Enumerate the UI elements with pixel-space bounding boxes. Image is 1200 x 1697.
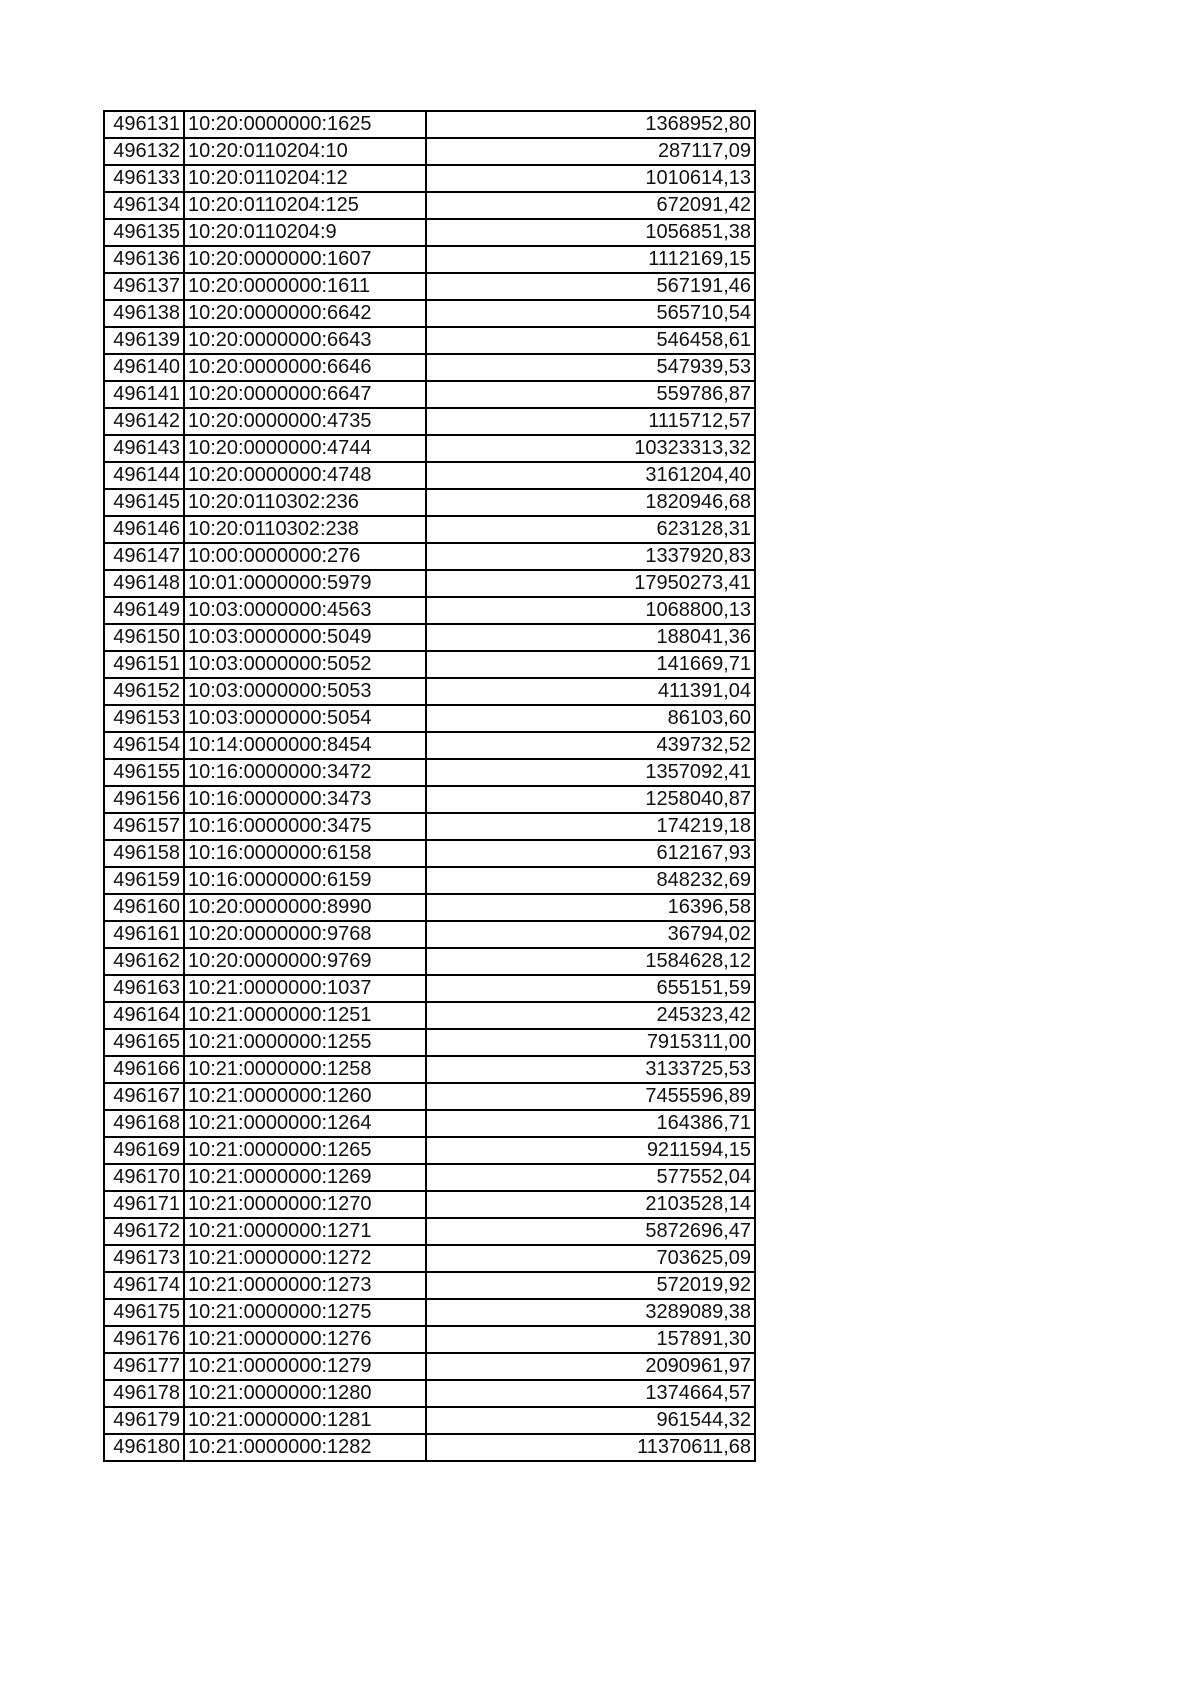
table-row bbox=[104, 192, 755, 219]
value-cell: 3133725,53 bbox=[426, 1056, 755, 1083]
row-id-cell: 496136 bbox=[104, 246, 184, 273]
document-page bbox=[103, 110, 756, 1462]
table-row bbox=[104, 1029, 755, 1056]
cadastral-number-cell: 10:20:0110204:10 bbox=[184, 138, 426, 165]
cadastral-number-cell: 10:20:0000000:1625 bbox=[184, 111, 426, 138]
value-cell: 11370611,68 bbox=[426, 1434, 755, 1461]
cadastral-number-cell: 10:20:0110302:236 bbox=[184, 489, 426, 516]
cadastral-number-cell: 10:20:0110204:12 bbox=[184, 165, 426, 192]
cadastral-number-cell: 10:03:0000000:5054 bbox=[184, 705, 426, 732]
value-cell: 1056851,38 bbox=[426, 219, 755, 246]
value-cell: 1584628,12 bbox=[426, 948, 755, 975]
value-cell: 141669,71 bbox=[426, 651, 755, 678]
table-row bbox=[104, 354, 755, 381]
cadastral-number-cell: 10:21:0000000:1272 bbox=[184, 1245, 426, 1272]
row-id-cell: 496137 bbox=[104, 273, 184, 300]
cadastral-number-cell: 10:20:0110204:125 bbox=[184, 192, 426, 219]
row-id-cell: 496138 bbox=[104, 300, 184, 327]
row-id-cell: 496152 bbox=[104, 678, 184, 705]
table-row bbox=[104, 1407, 755, 1434]
cadastral-number-cell: 10:21:0000000:1281 bbox=[184, 1407, 426, 1434]
cadastral-number-cell: 10:16:0000000:3475 bbox=[184, 813, 426, 840]
row-id-cell: 496161 bbox=[104, 921, 184, 948]
table-row bbox=[104, 300, 755, 327]
value-cell: 623128,31 bbox=[426, 516, 755, 543]
row-id-cell: 496178 bbox=[104, 1380, 184, 1407]
value-cell: 961544,32 bbox=[426, 1407, 755, 1434]
cadastral-number-cell: 10:20:0000000:6642 bbox=[184, 300, 426, 327]
cadastral-number-cell: 10:21:0000000:1265 bbox=[184, 1137, 426, 1164]
value-cell: 1357092,41 bbox=[426, 759, 755, 786]
value-cell: 17950273,41 bbox=[426, 570, 755, 597]
table-row bbox=[104, 489, 755, 516]
row-id-cell: 496134 bbox=[104, 192, 184, 219]
cadastral-number-cell: 10:03:0000000:4563 bbox=[184, 597, 426, 624]
row-id-cell: 496171 bbox=[104, 1191, 184, 1218]
cadastral-number-cell: 10:21:0000000:1037 bbox=[184, 975, 426, 1002]
cadastral-number-cell: 10:01:0000000:5979 bbox=[184, 570, 426, 597]
table-row bbox=[104, 732, 755, 759]
cadastral-number-cell: 10:21:0000000:1264 bbox=[184, 1110, 426, 1137]
value-cell: 2103528,14 bbox=[426, 1191, 755, 1218]
value-cell: 559786,87 bbox=[426, 381, 755, 408]
table-row bbox=[104, 138, 755, 165]
table-row bbox=[104, 624, 755, 651]
cadastral-number-cell: 10:03:0000000:5052 bbox=[184, 651, 426, 678]
value-cell: 3289089,38 bbox=[426, 1299, 755, 1326]
table-row bbox=[104, 381, 755, 408]
row-id-cell: 496146 bbox=[104, 516, 184, 543]
table-row bbox=[104, 867, 755, 894]
table-row bbox=[104, 1326, 755, 1353]
cadastral-number-cell: 10:20:0000000:6646 bbox=[184, 354, 426, 381]
table-row bbox=[104, 1164, 755, 1191]
value-cell: 1115712,57 bbox=[426, 408, 755, 435]
cadastral-number-cell: 10:20:0000000:9769 bbox=[184, 948, 426, 975]
value-cell: 1258040,87 bbox=[426, 786, 755, 813]
row-id-cell: 496172 bbox=[104, 1218, 184, 1245]
table-row bbox=[104, 570, 755, 597]
value-cell: 7455596,89 bbox=[426, 1083, 755, 1110]
cadastral-number-cell: 10:16:0000000:3473 bbox=[184, 786, 426, 813]
table-row bbox=[104, 759, 755, 786]
value-cell: 16396,58 bbox=[426, 894, 755, 921]
table-row bbox=[104, 1083, 755, 1110]
value-cell: 612167,93 bbox=[426, 840, 755, 867]
cadastral-number-cell: 10:21:0000000:1255 bbox=[184, 1029, 426, 1056]
value-cell: 3161204,40 bbox=[426, 462, 755, 489]
cadastral-number-cell: 10:16:0000000:6159 bbox=[184, 867, 426, 894]
table-row bbox=[104, 165, 755, 192]
table-row bbox=[104, 1245, 755, 1272]
cadastral-number-cell: 10:20:0000000:8990 bbox=[184, 894, 426, 921]
row-id-cell: 496151 bbox=[104, 651, 184, 678]
value-cell: 567191,46 bbox=[426, 273, 755, 300]
value-cell: 1068800,13 bbox=[426, 597, 755, 624]
table-row bbox=[104, 1434, 755, 1461]
cadastral-number-cell: 10:20:0000000:4748 bbox=[184, 462, 426, 489]
value-cell: 439732,52 bbox=[426, 732, 755, 759]
row-id-cell: 496175 bbox=[104, 1299, 184, 1326]
value-cell: 1820946,68 bbox=[426, 489, 755, 516]
row-id-cell: 496139 bbox=[104, 327, 184, 354]
row-id-cell: 496166 bbox=[104, 1056, 184, 1083]
value-cell: 157891,30 bbox=[426, 1326, 755, 1353]
table-row bbox=[104, 327, 755, 354]
cadastral-number-cell: 10:21:0000000:1269 bbox=[184, 1164, 426, 1191]
table-row bbox=[104, 1110, 755, 1137]
row-id-cell: 496174 bbox=[104, 1272, 184, 1299]
table-row bbox=[104, 840, 755, 867]
value-cell: 36794,02 bbox=[426, 921, 755, 948]
cadastral-number-cell: 10:21:0000000:1273 bbox=[184, 1272, 426, 1299]
table-row bbox=[104, 1137, 755, 1164]
table-row bbox=[104, 516, 755, 543]
cadastral-number-cell: 10:21:0000000:1276 bbox=[184, 1326, 426, 1353]
table-row bbox=[104, 1191, 755, 1218]
row-id-cell: 496167 bbox=[104, 1083, 184, 1110]
table-row bbox=[104, 1353, 755, 1380]
value-cell: 848232,69 bbox=[426, 867, 755, 894]
value-cell: 164386,71 bbox=[426, 1110, 755, 1137]
cadastral-number-cell: 10:00:0000000:276 bbox=[184, 543, 426, 570]
value-cell: 245323,42 bbox=[426, 1002, 755, 1029]
value-cell: 672091,42 bbox=[426, 192, 755, 219]
value-cell: 546458,61 bbox=[426, 327, 755, 354]
row-id-cell: 496148 bbox=[104, 570, 184, 597]
table-row bbox=[104, 651, 755, 678]
table-row bbox=[104, 678, 755, 705]
cadastral-number-cell: 10:20:0000000:4735 bbox=[184, 408, 426, 435]
row-id-cell: 496173 bbox=[104, 1245, 184, 1272]
row-id-cell: 496135 bbox=[104, 219, 184, 246]
value-cell: 188041,36 bbox=[426, 624, 755, 651]
row-id-cell: 496145 bbox=[104, 489, 184, 516]
table-row bbox=[104, 462, 755, 489]
table-body bbox=[104, 111, 755, 1461]
table-row bbox=[104, 273, 755, 300]
row-id-cell: 496153 bbox=[104, 705, 184, 732]
cadastral-number-cell: 10:20:0000000:6647 bbox=[184, 381, 426, 408]
value-cell: 577552,04 bbox=[426, 1164, 755, 1191]
cadastral-number-cell: 10:21:0000000:1270 bbox=[184, 1191, 426, 1218]
table-row bbox=[104, 813, 755, 840]
cadastral-number-cell: 10:16:0000000:6158 bbox=[184, 840, 426, 867]
table-row bbox=[104, 246, 755, 273]
row-id-cell: 496131 bbox=[104, 111, 184, 138]
row-id-cell: 496162 bbox=[104, 948, 184, 975]
row-id-cell: 496179 bbox=[104, 1407, 184, 1434]
value-cell: 9211594,15 bbox=[426, 1137, 755, 1164]
row-id-cell: 496165 bbox=[104, 1029, 184, 1056]
value-cell: 174219,18 bbox=[426, 813, 755, 840]
value-cell: 287117,09 bbox=[426, 138, 755, 165]
value-cell: 5872696,47 bbox=[426, 1218, 755, 1245]
table-row bbox=[104, 1056, 755, 1083]
table-row bbox=[104, 435, 755, 462]
value-cell: 86103,60 bbox=[426, 705, 755, 732]
cadastral-number-cell: 10:20:0000000:9768 bbox=[184, 921, 426, 948]
cadastral-number-cell: 10:03:0000000:5049 bbox=[184, 624, 426, 651]
row-id-cell: 496144 bbox=[104, 462, 184, 489]
table-row bbox=[104, 1380, 755, 1407]
row-id-cell: 496155 bbox=[104, 759, 184, 786]
value-cell: 572019,92 bbox=[426, 1272, 755, 1299]
cadastral-number-cell: 10:21:0000000:1275 bbox=[184, 1299, 426, 1326]
row-id-cell: 496169 bbox=[104, 1137, 184, 1164]
cadastral-number-cell: 10:20:0110204:9 bbox=[184, 219, 426, 246]
row-id-cell: 496140 bbox=[104, 354, 184, 381]
table-row bbox=[104, 597, 755, 624]
row-id-cell: 496160 bbox=[104, 894, 184, 921]
table-row bbox=[104, 948, 755, 975]
cadastral-number-cell: 10:20:0000000:1611 bbox=[184, 273, 426, 300]
cadastral-number-cell: 10:21:0000000:1258 bbox=[184, 1056, 426, 1083]
cadastral-number-cell: 10:20:0110302:238 bbox=[184, 516, 426, 543]
table-row bbox=[104, 786, 755, 813]
table-row bbox=[104, 1002, 755, 1029]
row-id-cell: 496156 bbox=[104, 786, 184, 813]
value-cell: 1374664,57 bbox=[426, 1380, 755, 1407]
row-id-cell: 496149 bbox=[104, 597, 184, 624]
row-id-cell: 496141 bbox=[104, 381, 184, 408]
value-cell: 411391,04 bbox=[426, 678, 755, 705]
value-cell: 547939,53 bbox=[426, 354, 755, 381]
row-id-cell: 496157 bbox=[104, 813, 184, 840]
table-row bbox=[104, 975, 755, 1002]
table-row bbox=[104, 408, 755, 435]
cadastral-number-cell: 10:21:0000000:1279 bbox=[184, 1353, 426, 1380]
cadastral-number-cell: 10:20:0000000:1607 bbox=[184, 246, 426, 273]
table-row bbox=[104, 921, 755, 948]
value-cell: 1368952,80 bbox=[426, 111, 755, 138]
value-cell: 703625,09 bbox=[426, 1245, 755, 1272]
row-id-cell: 496163 bbox=[104, 975, 184, 1002]
value-cell: 1337920,83 bbox=[426, 543, 755, 570]
row-id-cell: 496142 bbox=[104, 408, 184, 435]
cadastral-number-cell: 10:03:0000000:5053 bbox=[184, 678, 426, 705]
row-id-cell: 496158 bbox=[104, 840, 184, 867]
row-id-cell: 496150 bbox=[104, 624, 184, 651]
row-id-cell: 496143 bbox=[104, 435, 184, 462]
cadastral-number-cell: 10:20:0000000:6643 bbox=[184, 327, 426, 354]
row-id-cell: 496164 bbox=[104, 1002, 184, 1029]
cadastral-number-cell: 10:21:0000000:1271 bbox=[184, 1218, 426, 1245]
table-row bbox=[104, 111, 755, 138]
value-cell: 7915311,00 bbox=[426, 1029, 755, 1056]
value-cell: 2090961,97 bbox=[426, 1353, 755, 1380]
table-row bbox=[104, 705, 755, 732]
table-row bbox=[104, 219, 755, 246]
row-id-cell: 496176 bbox=[104, 1326, 184, 1353]
row-id-cell: 496170 bbox=[104, 1164, 184, 1191]
cadastral-number-cell: 10:21:0000000:1251 bbox=[184, 1002, 426, 1029]
table-row bbox=[104, 543, 755, 570]
table-row bbox=[104, 1218, 755, 1245]
row-id-cell: 496147 bbox=[104, 543, 184, 570]
value-cell: 655151,59 bbox=[426, 975, 755, 1002]
cadastral-number-cell: 10:21:0000000:1280 bbox=[184, 1380, 426, 1407]
value-cell: 1010614,13 bbox=[426, 165, 755, 192]
value-cell: 10323313,32 bbox=[426, 435, 755, 462]
row-id-cell: 496177 bbox=[104, 1353, 184, 1380]
table-row bbox=[104, 1299, 755, 1326]
row-id-cell: 496154 bbox=[104, 732, 184, 759]
cadastral-number-cell: 10:20:0000000:4744 bbox=[184, 435, 426, 462]
row-id-cell: 496159 bbox=[104, 867, 184, 894]
row-id-cell: 496168 bbox=[104, 1110, 184, 1137]
value-cell: 565710,54 bbox=[426, 300, 755, 327]
row-id-cell: 496133 bbox=[104, 165, 184, 192]
cadastral-number-cell: 10:16:0000000:3472 bbox=[184, 759, 426, 786]
data-table bbox=[103, 110, 756, 1462]
row-id-cell: 496132 bbox=[104, 138, 184, 165]
cadastral-number-cell: 10:21:0000000:1282 bbox=[184, 1434, 426, 1461]
cadastral-number-cell: 10:21:0000000:1260 bbox=[184, 1083, 426, 1110]
value-cell: 1112169,15 bbox=[426, 246, 755, 273]
cadastral-number-cell: 10:14:0000000:8454 bbox=[184, 732, 426, 759]
table-row bbox=[104, 1272, 755, 1299]
row-id-cell: 496180 bbox=[104, 1434, 184, 1461]
table-row bbox=[104, 894, 755, 921]
